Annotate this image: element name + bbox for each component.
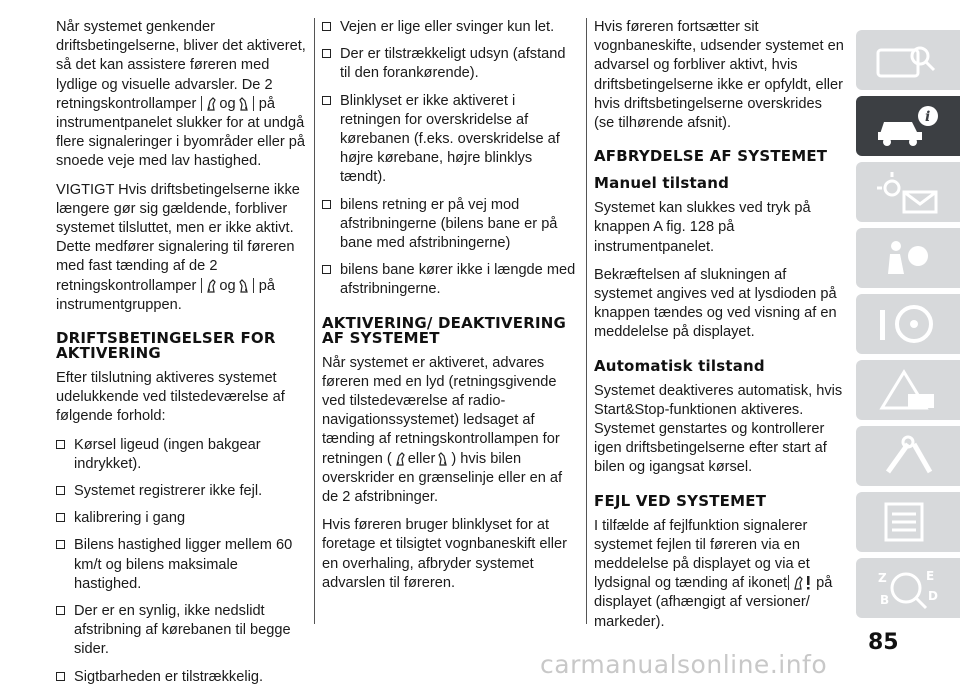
lane-right-icon bbox=[238, 278, 250, 293]
alphabet-index-icon bbox=[874, 566, 944, 610]
tab-dashboard[interactable] bbox=[856, 30, 960, 90]
tab-maintenance[interactable] bbox=[856, 426, 960, 486]
paragraph-warning: Når systemet er aktiveret, advares føreren med en lyd (retningsgivende ved tilstedeværelse af radio-navigationssystemet) ledsaget af tænding af retningskontrollampen for retningen ( eller ) hvis bilen overskrider en grænselinje eller en af de 2 afstribninger. bbox=[322, 354, 563, 506]
tab-lights-messages[interactable] bbox=[856, 162, 960, 222]
list-item: Kørsel ligeud (ingen bakgear indrykket). bbox=[56, 436, 306, 474]
paragraph-intro: Efter tilslutning aktiveres systemet udelukkende ved tilstedeværelse af følgende forhold: bbox=[56, 370, 285, 425]
list-item: kalibrering i gang bbox=[56, 509, 306, 528]
tab-safety[interactable] bbox=[856, 228, 960, 288]
list-item: Sigtbarheden er tilstrækkelig. bbox=[56, 668, 306, 687]
tab-emergency[interactable] bbox=[856, 360, 960, 420]
heading-automatic-mode: Automatisk tilstand bbox=[594, 356, 765, 375]
checkbox-bullet-icon bbox=[322, 96, 331, 105]
column-1 bbox=[56, 18, 306, 695]
spec-sheet-icon bbox=[874, 500, 944, 544]
airbag-icon bbox=[874, 236, 944, 280]
svg-text:E: E bbox=[926, 569, 935, 583]
checkbox-bullet-icon bbox=[322, 265, 331, 274]
list-item: Vejen er lige eller svinger kun let. bbox=[322, 18, 578, 37]
paragraph-important: VIGTIGT Hvis driftsbetingelserne ikke længere gør sig gældende, forbliver systemet tilsluttet, men er ikke aktivt. Dette medfører signalering til føreren med fast tænding af de 2 retningskontrollamper og på instrumentgruppen. bbox=[56, 181, 300, 313]
list-item: Der er en synlig, ikke nedslidt afstribning af kørebanen til begge sider. bbox=[56, 602, 306, 660]
checkbox-bullet-icon bbox=[56, 440, 65, 449]
column-divider-2 bbox=[586, 18, 587, 624]
watermark: carmanualsonline.info bbox=[540, 650, 828, 679]
paragraph-automatic: Systemet deaktiveres automatisk, hvis Start&Stop-funktionen aktiveres. Systemet genstartes og kontrollerer igen driftsbetingelserne efter start af bilen og igangsat kørsel. bbox=[594, 382, 843, 476]
checkbox-bullet-icon bbox=[56, 513, 65, 522]
checkbox-bullet-icon bbox=[322, 22, 331, 31]
list-item: Systemet registrerer ikke fejl. bbox=[56, 482, 306, 501]
heading-operating-conditions: DRIFTSBETINGELSER FOR AKTIVERING bbox=[56, 329, 276, 363]
paragraph-lane-change: Hvis føreren fortsætter sit vognbaneskifte, udsender systemet en advarsel og forbliver aktivt, hvis driftsbetingelserne ikke er opfyldt, eller hvis driftsbetingelserne overskrides (se tilhørende afsnit). bbox=[594, 19, 844, 132]
lane-right-icon bbox=[238, 96, 250, 111]
checkbox-bullet-icon bbox=[322, 49, 331, 58]
paragraph-confirmation: Bekræftelsen af slukningen af systemet angives ved at lysdioden på knappen tændes og ved visning af en meddelelse på displayet. bbox=[594, 266, 837, 341]
paragraph-fault: I tilfælde af fejlfunktion signalerer systemet fejlen til føreren via en meddelelse på displayet og via et lydsignal og tænding af ikonet på displayet (afhængigt af versioner/ markeder). bbox=[594, 517, 833, 630]
list-item: bilens retning er på vej mod afstribningerne (bilens bane er på bane med afstribningerne) bbox=[322, 196, 578, 254]
page-number: 85 bbox=[868, 630, 899, 655]
car-info-icon bbox=[874, 104, 944, 148]
steering-wheel-icon bbox=[874, 302, 944, 346]
paragraph-blinker: Hvis føreren bruger blinklyset for at foretage et tilsigtet vognbaneskift eller en overhaling, afbryder systemet advarslen til føreren. bbox=[322, 517, 567, 591]
heading-manual-mode: Manuel tilstand bbox=[594, 174, 730, 193]
paragraph-activation: Når systemet genkender driftsbetingelserne, bliver det aktiveret, så det kan assistere føreren med lydlige og visuelle advarsler. De 2 retningskontrollamper og på instrumentpanelet slukker for at undgå flere signaleringer i byområder eller på snoede veje med lav hastighed. bbox=[56, 19, 306, 170]
tab-starting-driving[interactable] bbox=[856, 294, 960, 354]
list-item: Der er tilstrækkeligt udsyn (afstand til den forankørende). bbox=[322, 45, 578, 83]
list-item: bilens bane kører ikke i længde med afstribningerne. bbox=[322, 261, 578, 299]
tab-car-info[interactable] bbox=[856, 96, 960, 156]
paragraph-manual: Systemet kan slukkes ved tryk på knappen A fig. 128 på instrumentpanelet. bbox=[594, 200, 811, 255]
column-3 bbox=[594, 18, 844, 641]
heading-interruption: AFBRYDELSE AF SYSTEMET bbox=[594, 147, 828, 166]
column-2 bbox=[322, 18, 578, 602]
checkbox-bullet-icon bbox=[56, 486, 65, 495]
list-item: Bilens hastighed ligger mellem 60 km/t og bilens maksimale hastighed. bbox=[56, 536, 306, 594]
column-divider-1 bbox=[314, 18, 315, 624]
svg-text:Z: Z bbox=[878, 571, 887, 585]
tab-index[interactable] bbox=[856, 558, 960, 618]
lane-left-icon bbox=[205, 278, 217, 293]
lane-left-icon bbox=[394, 451, 406, 466]
svg-text:D: D bbox=[928, 589, 938, 603]
lane-warning-icon bbox=[792, 575, 814, 590]
heading-system-fault: FEJL VED SYSTEMET bbox=[594, 491, 767, 510]
checkbox-bullet-icon bbox=[56, 540, 65, 549]
heading-activation-deactivation: AKTIVERING/ DEAKTIVERING AF SYSTEMET bbox=[322, 313, 566, 347]
lane-left-icon bbox=[205, 96, 217, 111]
svg-text:B: B bbox=[880, 593, 890, 607]
wrench-icon bbox=[874, 434, 944, 478]
tab-technical-data[interactable] bbox=[856, 492, 960, 552]
lane-right-icon bbox=[437, 451, 449, 466]
checkbox-bullet-icon bbox=[322, 200, 331, 209]
list-item: Blinklyset er ikke aktiveret i retningen for overskridelse af kørebanen (f.eks. overskridelse af højre kørebane, højre blinklys tændt). bbox=[322, 92, 578, 188]
svg-text:i: i bbox=[925, 109, 931, 125]
warning-triangle-icon bbox=[874, 368, 944, 412]
checkbox-bullet-icon bbox=[56, 606, 65, 615]
dashboard-search-icon bbox=[874, 38, 944, 82]
warning-lights-icon bbox=[874, 170, 944, 214]
checkbox-bullet-icon bbox=[56, 672, 65, 681]
